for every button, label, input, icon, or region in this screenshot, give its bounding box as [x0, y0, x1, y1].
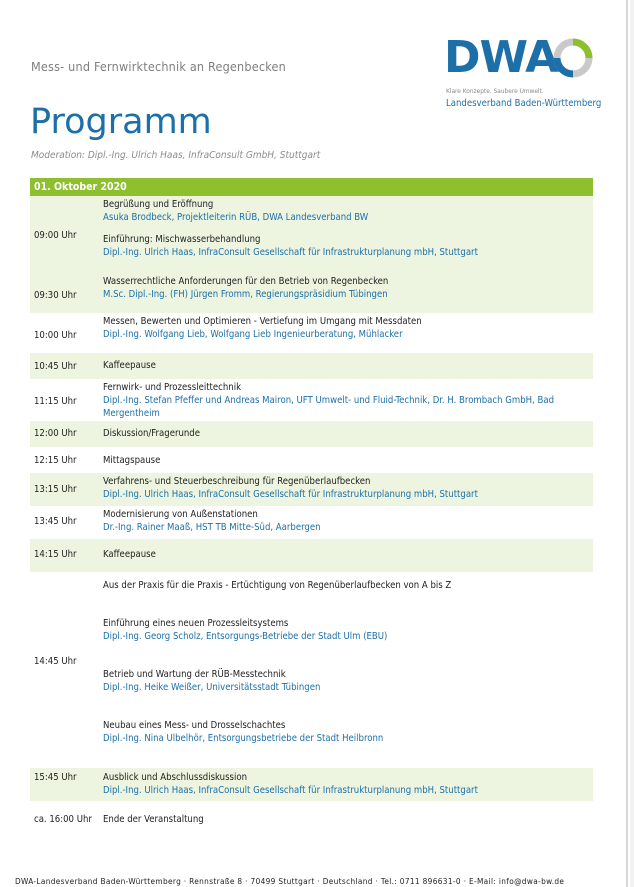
row-time: 15:45 Uhr	[34, 772, 77, 783]
row-time: 12:00 Uhr	[34, 428, 77, 439]
row-time: 10:45 Uhr	[34, 361, 77, 372]
session-speaker: Dipl.-Ing. Ulrich Haas, InfraConsult Gesellschaft für Infrastrukturplanung mbH, Stuttgart	[103, 247, 478, 258]
schedule-rows	[30, 196, 593, 834]
session-item	[103, 580, 591, 592]
row-time: 13:15 Uhr	[34, 484, 77, 495]
schedule-row	[30, 473, 593, 506]
session-item	[103, 316, 591, 341]
session-item	[103, 772, 591, 797]
session-item	[103, 549, 591, 561]
session-item	[103, 720, 591, 745]
page-edge	[626, 0, 628, 887]
schedule-row	[30, 379, 593, 421]
session-title: Modernisierung von Außenstationen	[103, 509, 258, 520]
session-title: Ende der Veranstaltung	[103, 814, 204, 825]
session-title: Mittagspause	[103, 455, 161, 466]
session-speaker: Dipl.-Ing. Ulrich Haas, InfraConsult Gesellschaft für Infrastrukturplanung mbH, Stuttgart	[103, 489, 478, 500]
session-title: Messen, Bewerten und Optimieren - Vertiefung im Umgang mit Messdaten	[103, 316, 422, 327]
session-item	[103, 476, 591, 501]
row-time: 14:15 Uhr	[34, 549, 77, 560]
session-title: Fernwirk- und Prozessleittechnik	[103, 382, 242, 393]
session-speaker: Dipl.-Ing. Georg Scholz, Entsorgungs-Betriebe der Stadt Ulm (EBU)	[103, 631, 388, 642]
session-title: Verfahrens- und Steuerbeschreibung für Regenüberlaufbecken	[103, 476, 371, 487]
session-item	[103, 382, 591, 420]
row-time: 11:15 Uhr	[34, 396, 77, 407]
row-time: 12:15 Uhr	[34, 455, 77, 466]
session-item	[103, 455, 591, 467]
session-title: Kaffeepause	[103, 549, 156, 560]
session-title: Wasserrechtliche Anforderungen für den Betrieb von Regenbecken	[103, 276, 389, 287]
session-item	[103, 360, 591, 372]
session-speaker: Dipl.-Ing. Ulrich Haas, InfraConsult Gesellschaft für Infrastrukturplanung mbH, Stuttgart	[103, 785, 478, 796]
schedule-row	[30, 421, 593, 447]
logo-tagline: Klare Konzepte. Saubere Umwelt.	[446, 87, 544, 95]
session-title: Einführung: Mischwasserbehandlung	[103, 234, 261, 245]
logo-ring-icon	[551, 36, 595, 80]
page-edge-shadow	[630, 0, 634, 887]
schedule-row	[30, 539, 593, 572]
session-title: Betrieb und Wartung der RÜB-Messtechnik	[103, 669, 286, 680]
session-title: Kaffeepause	[103, 360, 156, 371]
row-time: 14:45 Uhr	[34, 656, 77, 667]
schedule-row	[30, 506, 593, 539]
schedule-row	[30, 196, 593, 273]
session-speaker: Dipl.-Ing. Wolfgang Lieb, Wolfgang Lieb Ingenieurberatung, Mühlacker	[103, 329, 403, 340]
schedule-row	[30, 572, 593, 768]
session-item	[103, 199, 591, 224]
page-title: Programm	[30, 102, 212, 142]
logo-text: DWA	[444, 32, 559, 83]
session-item	[103, 276, 591, 301]
session-item	[103, 234, 591, 259]
schedule-row	[30, 313, 593, 353]
session-speaker: Dr.-Ing. Rainer Maaß, HST TB Mitte-Süd, Aarbergen	[103, 522, 321, 533]
schedule-row	[30, 801, 593, 834]
session-title: Einführung eines neuen Prozessleitsystems	[103, 618, 289, 629]
session-item	[103, 669, 591, 694]
session-item	[103, 509, 591, 534]
session-title: Diskussion/Fragerunde	[103, 428, 200, 439]
moderation-line: Moderation: Dipl.-Ing. Ulrich Haas, InfraConsult GmbH, Stuttgart	[31, 150, 321, 161]
schedule-row	[30, 447, 593, 473]
schedule-date: 01. Oktober 2020	[30, 178, 593, 196]
schedule-table	[30, 178, 593, 834]
row-time: 13:45 Uhr	[34, 516, 77, 527]
session-item	[103, 428, 591, 440]
session-title: Begrüßung und Eröffnung	[103, 199, 214, 210]
session-title: Neubau eines Mess- und Drosselschachtes	[103, 720, 286, 731]
logo-region: Landesverband Baden-Württemberg	[446, 98, 602, 109]
schedule-row	[30, 353, 593, 379]
session-title: Ausblick und Abschlussdiskussion	[103, 772, 248, 783]
session-speaker: Dipl.-Ing. Stefan Pfeffer und Andreas Mairon, UFT Umwelt- und Fluid-Technik, Dr. H. Brombach GmbH, Bad Mergentheim	[103, 395, 555, 419]
event-title: Mess- und Fernwirktechnik an Regenbecken	[31, 59, 286, 74]
session-item	[103, 814, 591, 826]
session-speaker: M.Sc. Dipl.-Ing. (FH) Jürgen Fromm, Regierungspräsidium Tübingen	[103, 289, 388, 300]
footer-address: DWA-Landesverband Baden-Württemberg · Rennstraße 8 · 70499 Stuttgart · Deutschland · Tel.: 0711 896631-0 · E-Mail: info@dwa-bw.de	[15, 876, 565, 886]
row-time: 09:00 Uhr	[34, 230, 77, 241]
session-item	[103, 618, 591, 643]
schedule-row	[30, 273, 593, 313]
schedule-row	[30, 768, 593, 801]
row-time: 10:00 Uhr	[34, 330, 77, 341]
row-time: ca. 16:00 Uhr	[34, 814, 92, 825]
session-speaker: Dipl.-Ing. Heike Weißer, Universitätsstadt Tübingen	[103, 682, 321, 693]
session-title: Aus der Praxis für die Praxis - Ertüchtigung von Regenüberlaufbecken von A bis Z	[103, 580, 452, 591]
dwa-logo	[444, 33, 604, 113]
session-speaker: Asuka Brodbeck, Projektleiterin RÜB, DWA Landesverband BW	[103, 212, 369, 223]
row-time: 09:30 Uhr	[34, 290, 77, 301]
session-speaker: Dipl.-Ing. Nina Ulbelhör, Entsorgungsbetriebe der Stadt Heilbronn	[103, 733, 384, 744]
